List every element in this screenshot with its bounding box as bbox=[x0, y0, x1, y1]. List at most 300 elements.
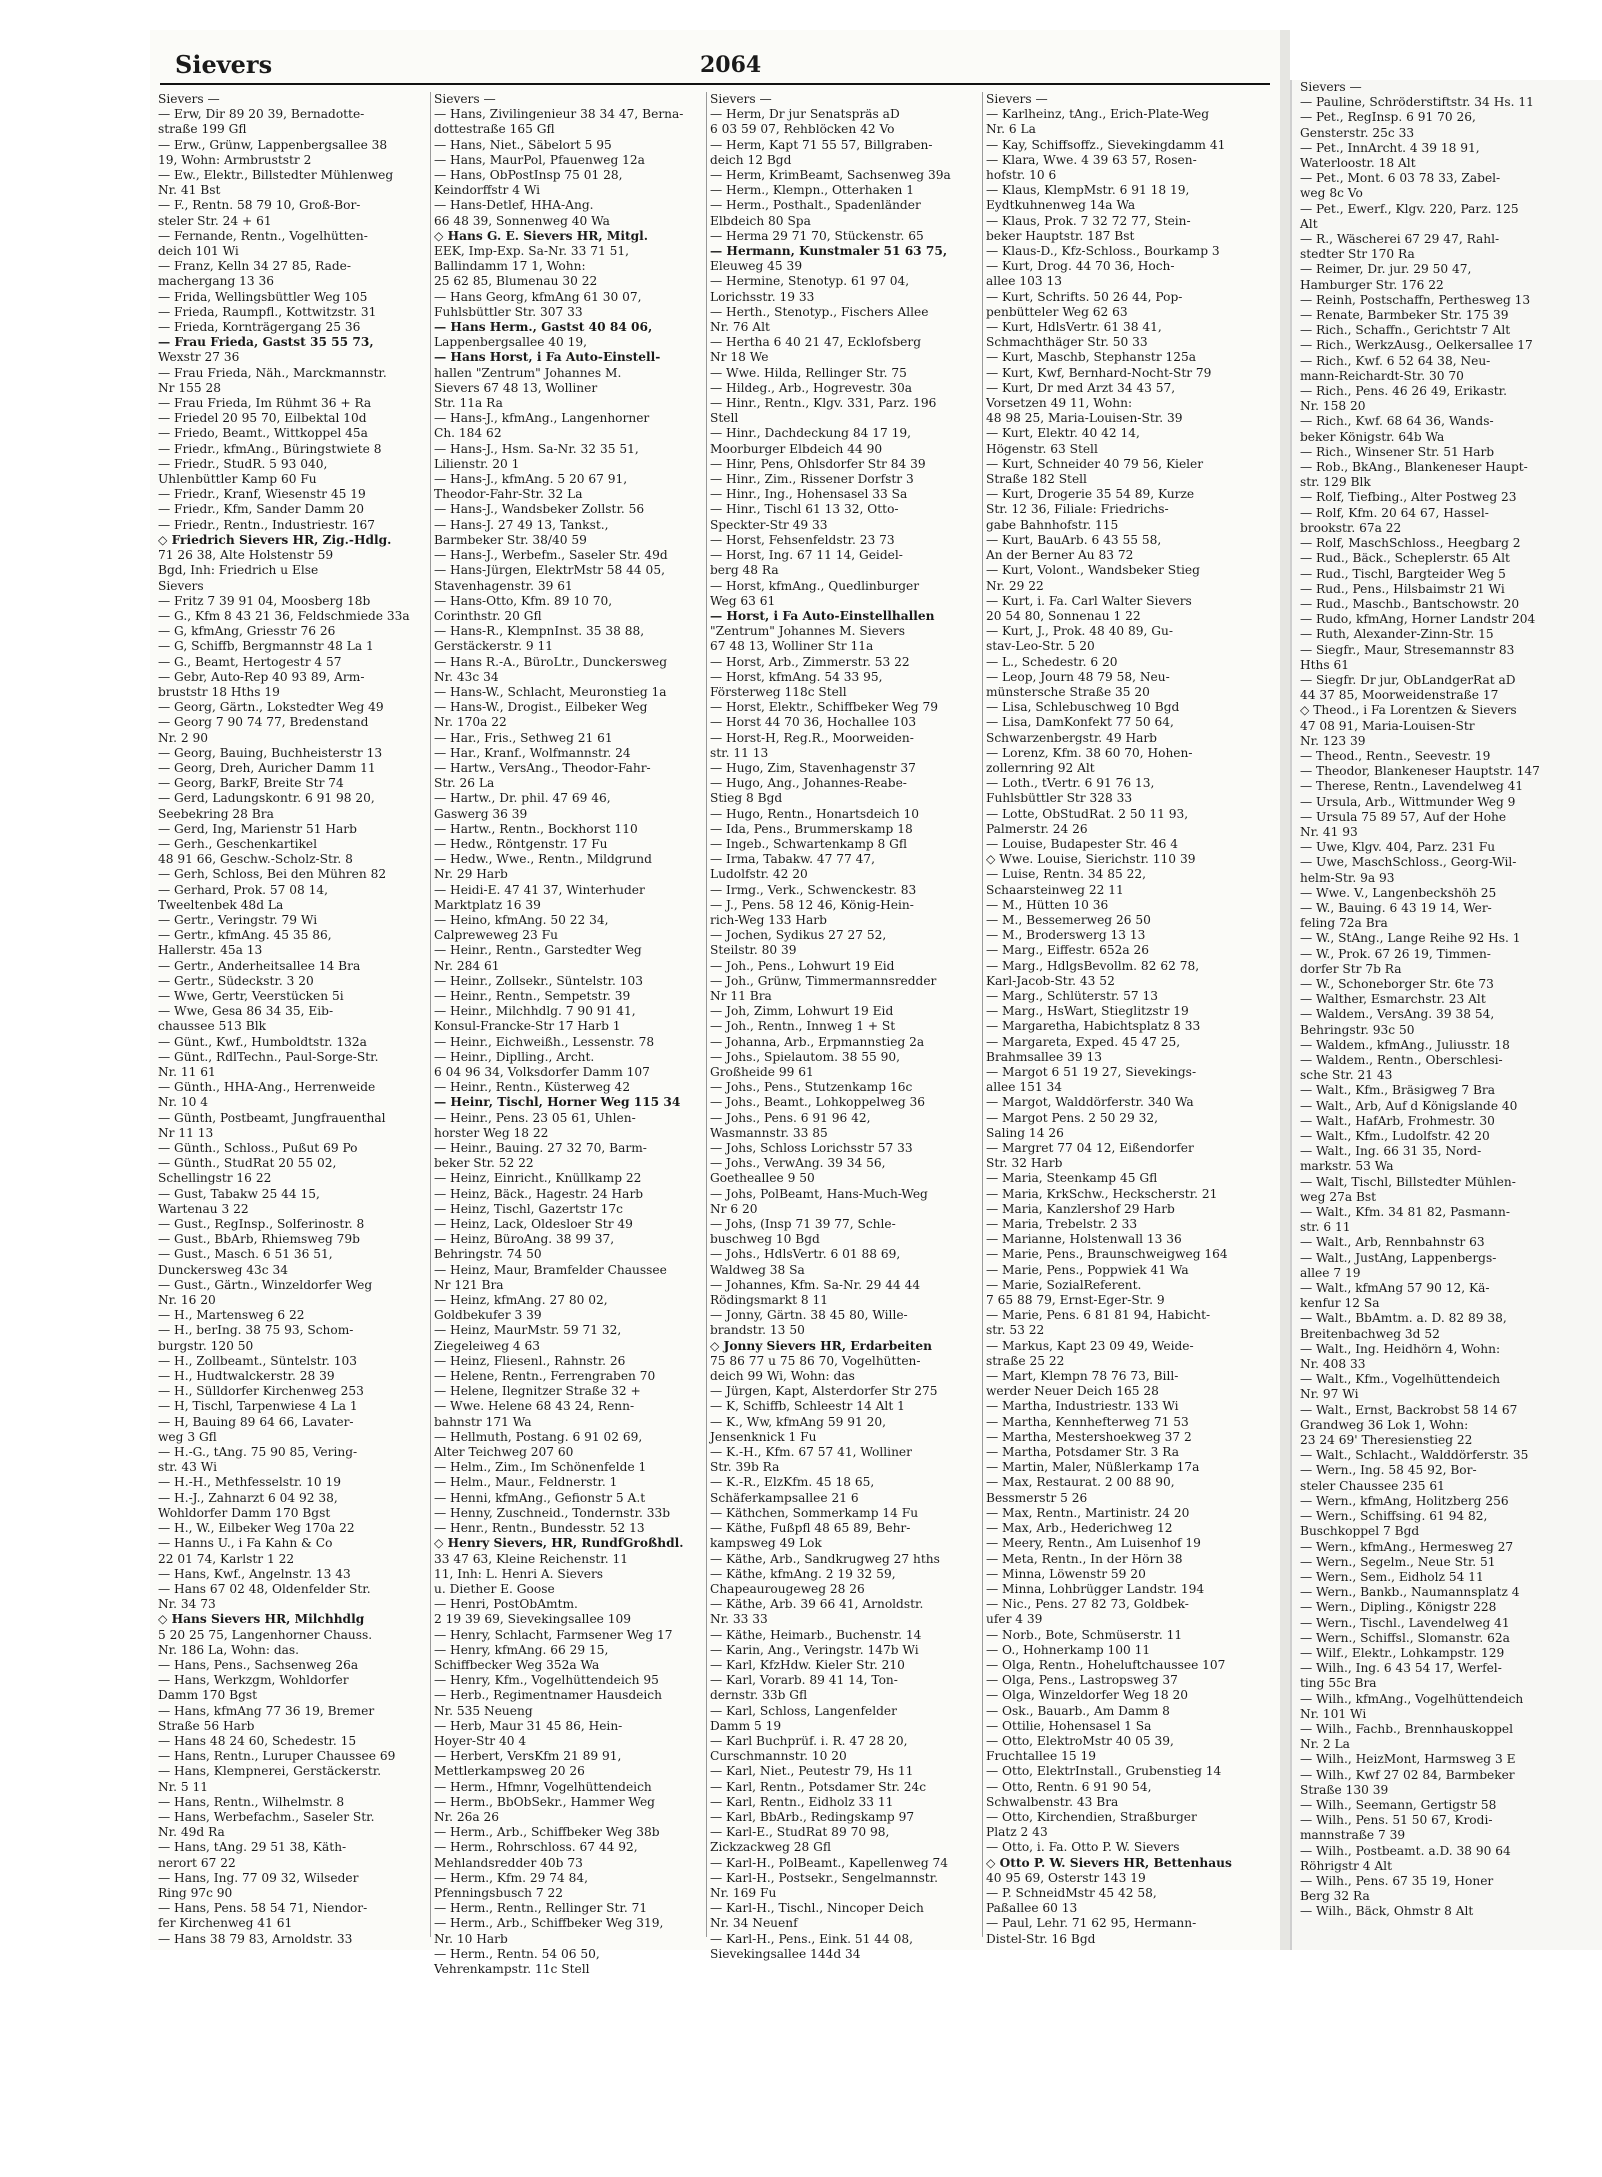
directory-entry-line: — Johannes, Kfm. Sa-Nr. 29 44 44 bbox=[710, 1277, 921, 1292]
directory-entry-line: — Karl-H., Tischl., Nincoper Deich bbox=[710, 1901, 924, 1916]
directory-entry-line: — Henni, kfmAng., Gefionstr 5 A.t bbox=[434, 1490, 646, 1505]
header-rule bbox=[160, 83, 1270, 85]
directory-entry-line: allee 7 19 bbox=[1300, 1265, 1361, 1280]
directory-entry-line: 67 48 13, Wolliner Str 11a bbox=[710, 639, 874, 654]
directory-entry-line: Waterloostr. 18 Alt bbox=[1300, 156, 1416, 171]
directory-entry-line: — Horst, Elektr., Schiffbeker Weg 79 bbox=[710, 700, 938, 715]
directory-entry-line: An der Berner Au 83 72 bbox=[986, 548, 1134, 563]
directory-entry-line: — Gerh, Schloss, Bei den Mühren 82 bbox=[158, 867, 387, 882]
directory-entry-line: Buschkoppel 7 Bgd bbox=[1300, 1524, 1420, 1539]
directory-entry-line: — Kay, Schiffsoffz., Sievekingdamm 41 bbox=[986, 137, 1226, 152]
directory-entry-line: — Heinr., Bauing. 27 32 70, Barm- bbox=[434, 1141, 647, 1156]
directory-entry-line: Mettlerkampsweg 20 26 bbox=[434, 1764, 585, 1779]
directory-entry-line: — M., Bessemerweg 26 50 bbox=[986, 912, 1151, 927]
directory-entry-line: — Karl-H., PolBeamt., Kapellenweg 74 bbox=[710, 1855, 949, 1870]
directory-entry-line: — Gust., BbArb, Rhiemsweg 79b bbox=[158, 1232, 360, 1247]
directory-entry-line: ting 55c Bra bbox=[1300, 1676, 1377, 1691]
directory-entry-line: — Heidi-E. 47 41 37, Winterhuder bbox=[434, 882, 645, 897]
directory-entry-line: — Wilh., Bäck, Ohmstr 8 Alt bbox=[1300, 1904, 1474, 1919]
directory-entry-line: — Kurt, Schrifts. 50 26 44, Pop- bbox=[986, 289, 1183, 304]
directory-entry-line: str. 11 13 bbox=[710, 745, 769, 760]
directory-entry-line: — Wern., Schiffsl., Slomanstr. 62a bbox=[1300, 1630, 1510, 1645]
directory-entry-line: — Walt., kfmAng 57 90 12, Kä- bbox=[1300, 1281, 1490, 1296]
directory-entry-line: Försterweg 118c Stell bbox=[710, 684, 847, 699]
directory-entry-line: Sievekingsallee 144d 34 bbox=[710, 1946, 861, 1961]
directory-entry-line: bruststr 18 Hths 19 bbox=[158, 684, 280, 699]
page-number: 2064 bbox=[700, 52, 762, 78]
directory-entry-line: Str. 32 Harb bbox=[986, 1156, 1063, 1171]
directory-entry-line: — Käthe, Arb. 39 66 41, Arnoldstr. bbox=[710, 1597, 924, 1612]
directory-entry-line: — H, Tischl, Tarpenwiese 4 La 1 bbox=[158, 1399, 358, 1414]
directory-entry-line: Hoyer-Str 40 4 bbox=[434, 1733, 527, 1748]
directory-entry-line: — Johs., Pens., Stutzenkamp 16c bbox=[710, 1080, 913, 1095]
directory-entry-line: dottestraße 165 Gfl bbox=[434, 122, 555, 137]
directory-entry-line: — H., Martensweg 6 22 bbox=[158, 1308, 305, 1323]
directory-entry-line: — Gertr., kfmAng. 45 35 86, bbox=[158, 928, 332, 943]
directory-entry-line: Nr 121 Bra bbox=[434, 1277, 504, 1292]
directory-entry-line: — Minna, Lohbrügger Landstr. 194 bbox=[986, 1581, 1205, 1596]
directory-entry-line: — Rich., WerkzAusg., Oelkersallee 17 bbox=[1300, 338, 1533, 353]
directory-entry-line: 6 04 96 34, Volksdorfer Damm 107 bbox=[434, 1065, 650, 1079]
directory-entry-line: — Hermine, Stenotyp. 61 97 04, bbox=[710, 274, 910, 289]
directory-entry-line: — Hartw., Rentn., Bockhorst 110 bbox=[434, 821, 638, 836]
directory-entry-line: Eleuweg 45 39 bbox=[710, 259, 803, 274]
directory-entry-line: werder Neuer Deich 165 28 bbox=[986, 1384, 1159, 1399]
directory-entry-line: — Jonny, Gärtn. 38 45 80, Wille- bbox=[710, 1308, 908, 1323]
directory-entry-line: Großheide 99 61 bbox=[710, 1065, 814, 1079]
directory-entry-line: — Karl, BbArb., Redingskamp 97 bbox=[710, 1809, 915, 1824]
directory-entry-line: — Herm, KrimBeamt, Sachsenweg 39a bbox=[710, 168, 951, 183]
directory-entry-line: — Rolf, MaschSchloss., Heegbarg 2 bbox=[1300, 536, 1521, 551]
directory-entry-line: — Johs., VerwAng. 39 34 56, bbox=[710, 1156, 886, 1171]
directory-entry-line: — Otto, Kirchendien, Straßburger bbox=[986, 1809, 1197, 1824]
directory-entry-line: — Kurt, Schneider 40 79 56, Kieler bbox=[986, 456, 1204, 471]
directory-entry-line: Uhlenbüttler Kamp 60 Fu bbox=[158, 472, 317, 487]
directory-entry-line: — Hans Georg, kfmAng 61 30 07, bbox=[434, 289, 642, 304]
directory-entry-line: — Hans-J., kfmAng., Langenhorner bbox=[434, 411, 650, 426]
directory-entry-line: — Otto, ElektroMstr 40 05 39, bbox=[986, 1733, 1174, 1748]
directory-entry-line: — K., Ww, kfmAng 59 91 20, bbox=[710, 1414, 886, 1429]
directory-entry-line: Wasmannstr. 33 85 bbox=[710, 1125, 828, 1140]
directory-entry-line: 75 86 77 u 75 86 70, Vogelhütten- bbox=[710, 1353, 921, 1368]
directory-entry-line: — Frida, Wellingsbüttler Weg 105 bbox=[158, 289, 368, 304]
directory-entry-line: 11, Inh: L. Henri A. Sievers bbox=[434, 1566, 604, 1581]
directory-entry-line: Nr. 76 Alt bbox=[710, 320, 770, 335]
directory-entry-line: — Horst, i Fa Auto-Einstellhallen bbox=[710, 608, 935, 623]
directory-entry-line: — Hanns U., i Fa Kahn & Co bbox=[158, 1536, 333, 1551]
directory-entry-line: — Hans 48 24 60, Schedestr. 15 bbox=[158, 1733, 357, 1748]
directory-entry-line: — Frieda, Kornträgergang 25 36 bbox=[158, 320, 361, 335]
directory-entry-line: — Kurt, Volont., Wandsbeker Stieg bbox=[986, 563, 1200, 578]
directory-entry-line: — Gertr., Veringstr. 79 Wi bbox=[158, 912, 318, 927]
directory-entry-line: — Uwe, MaschSchloss., Georg-Wil- bbox=[1300, 855, 1517, 870]
directory-entry-line: — Gust., Masch. 6 51 36 51, bbox=[158, 1247, 333, 1262]
directory-entry-line: Vehrenkampstr. 11c Stell bbox=[434, 1961, 590, 1976]
directory-entry-line: Lorichsstr. 19 33 bbox=[710, 289, 815, 304]
directory-entry-line: — Pet., InnArcht. 4 39 18 91, bbox=[1300, 140, 1480, 155]
directory-entry-line: zollernring 92 Alt bbox=[986, 760, 1095, 775]
directory-entry-line: — Henry, Kfm., Vogelhüttendeich 95 bbox=[434, 1673, 659, 1688]
directory-entry-line: Nr. 43c 34 bbox=[434, 669, 499, 684]
directory-entry-line: 5 20 25 75, Langenhorner Chauss. bbox=[158, 1627, 373, 1642]
directory-entry-line: steler Chaussee 235 61 bbox=[1300, 1478, 1445, 1493]
directory-entry-line: ◇ Jonny Sievers HR, Erdarbeiten bbox=[710, 1338, 932, 1353]
directory-entry-line: — Herm., Rentn., Rellinger Str. 71 bbox=[434, 1901, 648, 1916]
directory-entry-line: weg 27a Bst bbox=[1300, 1189, 1377, 1204]
directory-entry-line: Palmerstr. 24 26 bbox=[986, 821, 1088, 836]
directory-entry-line: — Lisa, Schlebuschweg 10 Bgd bbox=[986, 700, 1180, 715]
directory-entry-line: — Hans-W., Schlacht, Meuronstieg 1a bbox=[434, 684, 667, 699]
directory-entry-line: — Rolf, Tiefbing., Alter Postweg 23 bbox=[1300, 490, 1517, 505]
directory-entry-line: — Irmg., Verk., Schwenckestr. 83 bbox=[710, 882, 917, 897]
directory-entry-line: — Otto, ElektrInstall., Grubenstieg 14 bbox=[986, 1764, 1222, 1779]
directory-entry-line: — Hans Horst, i Fa Auto-Einstell- bbox=[434, 350, 661, 365]
directory-entry-line: Vorsetzen 49 11, Wohn: bbox=[986, 396, 1133, 411]
directory-entry-line: — Max, Rentn., Martinistr. 24 20 bbox=[986, 1505, 1190, 1520]
directory-entry-line: — Gebr, Auto-Rep 40 93 89, Arm- bbox=[158, 669, 365, 684]
directory-entry-line: Sievers — bbox=[1300, 80, 1362, 94]
directory-entry-line: — Margot Pens. 2 50 29 32, bbox=[986, 1110, 1159, 1125]
directory-entry-line: 2 19 39 69, Sievekingsallee 109 bbox=[434, 1612, 632, 1627]
directory-entry-line: — Olga, Pens., Lastropsweg 37 bbox=[986, 1673, 1178, 1688]
directory-entry-line: fer Kirchenweg 41 61 bbox=[158, 1916, 293, 1931]
directory-entry-line: — Henry, kfmAng. 66 29 15, bbox=[434, 1642, 609, 1657]
directory-entry-line: dernstr. 33b Gfl bbox=[710, 1688, 808, 1703]
directory-entry-line: — Hans, Zivilingenieur 38 34 47, Berna- bbox=[434, 107, 684, 122]
directory-entry-line: Rödingsmarkt 8 11 bbox=[710, 1293, 829, 1308]
directory-entry-line: — Heinz, Tischl, Gazertstr 17c bbox=[434, 1201, 623, 1216]
directory-entry-line: — W., Bauing. 6 43 19 14, Wer- bbox=[1300, 900, 1492, 915]
directory-entry-line: — Wern., Segelm., Neue Str. 51 bbox=[1300, 1554, 1496, 1569]
directory-entry-line: — Frau Frieda, Im Rühmt 36 + Ra bbox=[158, 396, 372, 411]
directory-entry-line: — Wilh., Fachb., Brennhauskoppel bbox=[1300, 1721, 1513, 1736]
directory-entry-line: — Johanna, Arb., Erpmannstieg 2a bbox=[710, 1034, 925, 1049]
directory-entry-line: Breitenbachweg 3d 52 bbox=[1300, 1326, 1440, 1341]
directory-entry-line: — Hartw., VersAng., Theodor-Fahr- bbox=[434, 760, 651, 775]
directory-entry-line: — Hugo, Zim, Stavenhagenstr 37 bbox=[710, 760, 916, 775]
directory-entry-line: str. 6 11 bbox=[1300, 1220, 1351, 1235]
directory-entry-line: — Wern., kfmAng, Holitzberg 256 bbox=[1300, 1493, 1509, 1508]
directory-entry-line: — Lisa, DamKonfekt 77 50 64, bbox=[986, 715, 1174, 730]
directory-entry-line: — Johs., Beamt., Lohkoppelweg 36 bbox=[710, 1095, 926, 1110]
directory-entry-line: 71 26 38, Alte Holstenstr 59 bbox=[158, 548, 334, 563]
directory-entry-line: Moorburger Elbdeich 44 90 bbox=[710, 441, 883, 456]
directory-entry-line: — Walt., BbAmtm. a. D. 82 89 38, bbox=[1300, 1311, 1507, 1326]
directory-entry-line: — Karl Buchprüf. i. R. 47 28 20, bbox=[710, 1733, 908, 1748]
directory-entry-line: Nr 11 Bra bbox=[710, 988, 772, 1003]
directory-entry-line: — Margot, Walddörferstr. 340 Wa bbox=[986, 1095, 1194, 1110]
directory-entry-line: allee 151 34 bbox=[986, 1080, 1063, 1095]
directory-entry-line: — Waldem., VersAng. 39 38 54, bbox=[1300, 1007, 1495, 1022]
directory-entry-line: — Karl, Rentn., Potsdamer Str. 24c bbox=[710, 1779, 927, 1794]
directory-entry-line: Grandweg 36 Lok 1, Wohn: bbox=[1300, 1417, 1469, 1432]
directory-entry-line: — Marie, SozialReferent. bbox=[986, 1277, 1142, 1292]
directory-entry-line: — Georg, Dreh, Auricher Damm 11 bbox=[158, 760, 376, 775]
directory-entry-line: — H., berIng. 38 75 93, Schom- bbox=[158, 1323, 354, 1338]
directory-entry-line: — Herm., Klempn., Otterhaken 1 bbox=[710, 183, 914, 198]
directory-entry-line: — Walt., HafArb, Frohmestr. 30 bbox=[1300, 1113, 1495, 1128]
directory-entry-line: — Hedw., Wwe., Rentn., Mildgrund bbox=[434, 852, 652, 867]
directory-entry-line: 48 98 25, Maria-Louisen-Str. 39 bbox=[986, 411, 1183, 426]
directory-entry-line: Stieg 8 Bgd bbox=[710, 791, 783, 806]
directory-entry-line: Wartenau 3 22 bbox=[158, 1201, 249, 1216]
directory-entry-line: — Kurt, BauArb. 6 43 55 58, bbox=[986, 532, 1162, 547]
directory-entry-line: — Henr., Rentn., Bundesstr. 52 13 bbox=[434, 1521, 645, 1536]
directory-entry-line: — Käthe, Fußpfl 48 65 89, Behr- bbox=[710, 1521, 911, 1536]
directory-entry-line: — Rudo, kfmAng, Horner Landstr 204 bbox=[1300, 612, 1536, 627]
directory-entry-line: — Hans-W., Drogist., Eilbeker Weg bbox=[434, 700, 648, 715]
directory-entry-line: Schwalbenstr. 43 Bra bbox=[986, 1794, 1119, 1809]
directory-entry-line: — Heinr., Eichweißh., Lessenstr. 78 bbox=[434, 1034, 655, 1049]
directory-entry-line: — Rolf, Kfm. 20 64 67, Hassel- bbox=[1300, 505, 1489, 520]
directory-entry-line: — Heinz, Fliesenl., Rahnstr. 26 bbox=[434, 1353, 626, 1368]
directory-entry-line: Sievers bbox=[158, 578, 204, 593]
facing-page bbox=[1290, 80, 1602, 1950]
directory-entry-line: — Walt., Arb, Rennbahnstr 63 bbox=[1300, 1235, 1485, 1250]
directory-entry-line: — Rud., Pens., Hilsbaimstr 21 Wi bbox=[1300, 581, 1505, 596]
directory-entry-line: Straße 130 39 bbox=[1300, 1782, 1389, 1797]
directory-entry-line: — Hellmuth, Postang. 6 91 02 69, bbox=[434, 1429, 643, 1444]
directory-entry-line: — Maria, Trebelstr. 2 33 bbox=[986, 1217, 1138, 1232]
directory-entry-line: 19, Wohn: Armbruststr 2 bbox=[158, 152, 312, 167]
directory-column-2 bbox=[434, 92, 702, 1976]
directory-entry-line: Seebekring 28 Bra bbox=[158, 806, 274, 821]
directory-entry-line: brookstr. 67a 22 bbox=[1300, 520, 1402, 535]
directory-entry-line: — Kurt, Maschb, Stephanstr 125a bbox=[986, 350, 1197, 365]
directory-entry-line: feling 72a Bra bbox=[1300, 916, 1388, 931]
directory-entry-line: Platz 2 43 bbox=[986, 1825, 1048, 1840]
directory-entry-line: Straße 56 Harb bbox=[158, 1718, 255, 1733]
directory-entry-line: — Pauline, Schröderstiftstr. 34 Hs. 11 bbox=[1300, 95, 1534, 110]
directory-entry-line: weg 3 Gfl bbox=[158, 1429, 217, 1444]
directory-entry-line: — Therese, Rentn., Lavendelweg 41 bbox=[1300, 779, 1524, 794]
directory-entry-line: — Hertha 6 40 21 47, Ecklofsberg bbox=[710, 335, 922, 350]
directory-entry-line: — Wwe, Gertr, Veerstücken 5i bbox=[158, 988, 344, 1003]
directory-entry-line: — Rud., Tischl, Bargteider Weg 5 bbox=[1300, 566, 1506, 581]
directory-entry-line: — Georg, Bauing, Buchheisterstr 13 bbox=[158, 745, 383, 760]
directory-entry-line: — Osk., Bauarb., Am Damm 8 bbox=[986, 1703, 1170, 1718]
directory-entry-line: markstr. 53 Wa bbox=[1300, 1159, 1394, 1174]
directory-entry-line: — Herm., Kfm. 29 74 84, bbox=[434, 1870, 588, 1885]
directory-entry-line: Mehlandsredder 40b 73 bbox=[434, 1855, 583, 1870]
directory-entry-line: Wexstr 27 36 bbox=[158, 350, 240, 365]
directory-entry-line: Distel-Str. 16 Bgd bbox=[986, 1931, 1096, 1946]
directory-entry-line: — Günt., Kwf., Humboldtstr. 132a bbox=[158, 1034, 367, 1049]
directory-entry-line: — Herma 29 71 70, Stückenstr. 65 bbox=[710, 228, 924, 243]
directory-entry-line: str. 129 Blk bbox=[1300, 475, 1371, 490]
directory-entry-line: Alt bbox=[1300, 216, 1318, 231]
directory-entry-line: — Herm, Kapt 71 55 57, Billgraben- bbox=[710, 137, 933, 152]
directory-entry-line: Schaarsteinweg 22 11 bbox=[986, 882, 1124, 897]
directory-entry-line: kenfur 12 Sa bbox=[1300, 1296, 1380, 1311]
directory-entry-line: — Theod., Rentn., Seevestr. 19 bbox=[1300, 748, 1491, 763]
directory-entry-line: Schellingstr 16 22 bbox=[158, 1171, 272, 1186]
directory-entry-line: — Hans-J., Wandsbeker Zollstr. 56 bbox=[434, 502, 645, 517]
directory-entry-line: — Friedel 20 95 70, Eilbektal 10d bbox=[158, 411, 367, 426]
directory-entry-line: 23 24 69' Theresienstieg 22 bbox=[1300, 1433, 1473, 1448]
directory-entry-line: — Joh, Zimm, Lohwurt 19 Eid bbox=[710, 1004, 894, 1019]
directory-entry-line: münstersche Straße 35 20 bbox=[986, 684, 1150, 699]
directory-entry-line: — Frau Frieda, Näh., Marckmannstr. bbox=[158, 365, 387, 380]
directory-entry-line: Nr 6 20 bbox=[710, 1201, 758, 1216]
directory-entry-line: hofstr. 10 6 bbox=[986, 168, 1057, 183]
directory-entry-line: Behringstr. 93c 50 bbox=[1300, 1022, 1415, 1037]
directory-entry-line: beker Königstr. 64b Wa bbox=[1300, 429, 1445, 444]
directory-entry-line: — G., Kfm 8 43 21 36, Feldschmiede 33a bbox=[158, 608, 410, 623]
directory-entry-line: — Olga, Winzeldorfer Weg 18 20 bbox=[986, 1688, 1189, 1703]
directory-entry-line: — H., Hudtwalckerstr. 28 39 bbox=[158, 1369, 335, 1384]
directory-entry-line: — Walt., Schlacht., Walddörferstr. 35 bbox=[1300, 1448, 1529, 1463]
directory-entry-line: — Heinr., Zollsekr., Süntelstr. 103 bbox=[434, 973, 644, 988]
directory-entry-line: horster Weg 18 22 bbox=[434, 1125, 549, 1140]
directory-entry-line: ◇ Wwe. Louise, Sierichstr. 110 39 bbox=[986, 852, 1196, 867]
directory-entry-line: — Rich., Pens. 46 26 49, Erikastr. bbox=[1300, 384, 1507, 399]
directory-entry-line: Nr. 169 Fu bbox=[710, 1885, 777, 1900]
directory-entry-line: — Hans-Jürgen, ElektrMstr 58 44 05, bbox=[434, 563, 665, 578]
directory-entry-line: Nr. 186 La, Wohn: das. bbox=[158, 1642, 300, 1657]
directory-entry-line: Nr. 2 La bbox=[1300, 1737, 1350, 1752]
directory-entry-line: — Wilh., HeizMont, Harmsweg 3 E bbox=[1300, 1752, 1516, 1767]
directory-entry-line: — Waldem., kfmAng., Juliusstr. 18 bbox=[1300, 1037, 1510, 1052]
directory-entry-line: — Heinr., Milchhdlg. 7 90 91 41, bbox=[434, 1004, 636, 1019]
directory-entry-line: — Hans Herm., Gastst 40 84 06, bbox=[434, 320, 653, 335]
directory-entry-line: — Hinr., Tischl 61 13 32, Otto- bbox=[710, 502, 899, 517]
directory-entry-line: — Pet., RegInsp. 6 91 70 26, bbox=[1300, 110, 1476, 125]
directory-entry-line: Str. 26 La bbox=[434, 776, 495, 791]
directory-entry-line: — Horst 44 70 36, Hochallee 103 bbox=[710, 715, 917, 730]
directory-entry-line: — Ursula, Arb., Wittmunder Weg 9 bbox=[1300, 794, 1516, 809]
directory-entry-line: — Margareta, Exped. 45 47 25, bbox=[986, 1034, 1181, 1049]
directory-entry-line: — Heinr., Pens. 23 05 61, Uhlen- bbox=[434, 1110, 636, 1125]
directory-entry-line: — Hedw., Röntgenstr. 17 Fu bbox=[434, 836, 608, 851]
directory-entry-line: — Har., Fris., Sethweg 21 61 bbox=[434, 730, 613, 745]
directory-entry-line: Bgd, Inh: Friedrich u Else bbox=[158, 563, 319, 578]
directory-entry-line: — Nic., Pens. 27 82 73, Goldbek- bbox=[986, 1597, 1189, 1612]
directory-entry-line: — Wilh., kfmAng., Vogelhüttendeich bbox=[1300, 1691, 1524, 1706]
directory-entry-line: — Kurt, i. Fa. Carl Walter Sievers bbox=[986, 593, 1192, 608]
directory-entry-line: Sievers — bbox=[434, 92, 496, 106]
directory-entry-line: Gerstäckerstr. 9 11 bbox=[434, 639, 553, 654]
directory-entry-line: 22 01 74, Karlstr 1 22 bbox=[158, 1551, 295, 1566]
directory-entry-line: Corinthstr. 20 Gfl bbox=[434, 608, 542, 623]
directory-entry-line: — Walt., Kfm., Bräsigweg 7 Bra bbox=[1300, 1083, 1496, 1098]
directory-entry-line: Nr. 49d Ra bbox=[158, 1825, 225, 1840]
directory-entry-line: Keindorffstr 4 Wi bbox=[434, 183, 541, 198]
directory-entry-line: — Hinr, Pens, Ohlsdorfer Str 84 39 bbox=[710, 456, 926, 471]
directory-entry-line: 7 65 88 79, Ernst-Eger-Str. 9 bbox=[986, 1293, 1165, 1308]
directory-entry-line: — Friedr., Kfm, Sander Damm 20 bbox=[158, 502, 364, 517]
directory-entry-line: — Johs, (Insp 71 39 77, Schle- bbox=[710, 1217, 896, 1232]
directory-entry-line: — Friedr., Kranf, Wiesenstr 45 19 bbox=[158, 487, 366, 502]
directory-entry-line: — Herm, Dr jur Senatspräs aD bbox=[710, 107, 900, 122]
directory-entry-line: — Hinr., Zim., Rissener Dorfstr 3 bbox=[710, 472, 914, 487]
directory-entry-line: — Gust., Gärtn., Winzeldorfer Weg bbox=[158, 1277, 373, 1292]
directory-entry-line: — Heinz, Bäck., Hagestr. 24 Harb bbox=[434, 1186, 644, 1201]
directory-entry-line: — Heinz, MaurMstr. 59 71 32, bbox=[434, 1323, 622, 1338]
directory-entry-line: Bessmerstr 5 26 bbox=[986, 1490, 1088, 1505]
directory-entry-line: — Gerhard, Prok. 57 08 14, bbox=[158, 882, 328, 897]
directory-entry-line: — Hans, tAng. 29 51 38, Käth- bbox=[158, 1840, 347, 1855]
directory-entry-line: — Henri, PostObAmtm. bbox=[434, 1597, 578, 1612]
directory-entry-line: — Maria, Steenkamp 45 Gfl bbox=[986, 1171, 1158, 1186]
directory-entry-line: — Helm., Zim., Im Schönenfelde 1 bbox=[434, 1460, 647, 1475]
directory-entry-line: — Paul, Lehr. 71 62 95, Hermann- bbox=[986, 1916, 1197, 1931]
directory-entry-line: — Mart, Klempn 78 76 73, Bill- bbox=[986, 1369, 1179, 1384]
directory-entry-line: — Klaus, KlempMstr. 6 91 18 19, bbox=[986, 183, 1190, 198]
directory-entry-line: Calpreweweg 23 Fu bbox=[434, 928, 558, 943]
directory-entry-line: Alter Teichweg 207 60 bbox=[434, 1445, 574, 1460]
directory-entry-line: — G, kfmAng, Griesstr 76 26 bbox=[158, 624, 336, 639]
directory-entry-line: — Gust, Tabakw 25 44 15, bbox=[158, 1186, 320, 1201]
directory-entry-line: — Kurt, Kwf, Bernhard-Nocht-Str 79 bbox=[986, 365, 1212, 380]
directory-entry-line: — Max, Arb., Hederichweg 12 bbox=[986, 1521, 1173, 1536]
directory-entry-line: Waldweg 38 Sa bbox=[710, 1262, 805, 1277]
directory-entry-line: Schäferkampsallee 21 6 bbox=[710, 1490, 859, 1505]
directory-entry-line: — Karl-E., StudRat 89 70 98, bbox=[710, 1825, 890, 1840]
directory-entry-line: str. 53 22 bbox=[986, 1323, 1045, 1338]
directory-entry-line: Nr. 123 39 bbox=[1300, 733, 1366, 748]
directory-entry-line: Goetheallee 9 50 bbox=[710, 1171, 815, 1186]
directory-entry-line: Goldbekufer 3 39 bbox=[434, 1308, 542, 1323]
directory-entry-line: Nr. 170a 22 bbox=[434, 715, 507, 730]
directory-entry-line: — Ruth, Alexander-Zinn-Str. 15 bbox=[1300, 627, 1494, 642]
directory-entry-line: — O., Hohnerkamp 100 11 bbox=[986, 1642, 1151, 1657]
directory-entry-line: deich 101 Wi bbox=[158, 244, 239, 259]
directory-entry-line: brandstr. 13 50 bbox=[710, 1323, 805, 1338]
directory-entry-line: — W., Schoneborger Str. 6te 73 bbox=[1300, 976, 1494, 991]
directory-entry-line: Schiffbecker Weg 352a Wa bbox=[434, 1657, 600, 1672]
directory-entry-line: Nr 11 13 bbox=[158, 1125, 214, 1140]
directory-entry-line: — Gust., RegInsp., Solferinostr. 8 bbox=[158, 1217, 365, 1232]
directory-entry-line: ufer 4 39 bbox=[986, 1612, 1043, 1627]
directory-entry-line: — Walt., Arb, Auf d Königslande 40 bbox=[1300, 1098, 1518, 1113]
directory-entry-line: — Hartw., Dr. phil. 47 69 46, bbox=[434, 791, 611, 806]
directory-entry-line: — Renate, Barmbeker Str. 175 39 bbox=[1300, 308, 1509, 323]
directory-entry-line: — Joh., Pens., Lohwurt 19 Eid bbox=[710, 958, 895, 973]
directory-entry-line: — Günt., RdlTechn., Paul-Sorge-Str. bbox=[158, 1049, 379, 1064]
directory-entry-line: — Kurt, Drogerie 35 54 89, Kurze bbox=[986, 487, 1195, 502]
directory-entry-line: Str. 12 36, Filiale: Friedrichs- bbox=[986, 502, 1169, 517]
directory-entry-line: bahnstr 171 Wa bbox=[434, 1414, 532, 1429]
directory-entry-line: 44 37 85, Moorweidenstraße 17 bbox=[1300, 688, 1499, 703]
directory-entry-line: — Günth., StudRat 20 55 02, bbox=[158, 1156, 337, 1171]
directory-entry-line: — Herm., BbObSekr., Hammer Weg bbox=[434, 1794, 655, 1809]
directory-entry-line: — Norb., Bote, Schmüserstr. 11 bbox=[986, 1627, 1183, 1642]
directory-entry-line: — Wern., Schiffsing. 61 94 82, bbox=[1300, 1509, 1488, 1524]
directory-entry-line: — Georg, BarkF, Breite Str 74 bbox=[158, 776, 344, 791]
directory-entry-line: — Hugo, Rentn., Honartsdeich 10 bbox=[710, 806, 920, 821]
directory-entry-line: — Horst-H, Reg.R., Moorweiden- bbox=[710, 730, 914, 745]
directory-entry-line: mannstraße 7 39 bbox=[1300, 1828, 1406, 1843]
directory-entry-line: ◇ Hans G. E. Sievers HR, Mitgl. bbox=[434, 228, 649, 243]
directory-entry-line: — Wilh., Ing. 6 43 54 17, Werfel- bbox=[1300, 1661, 1502, 1676]
directory-entry-line: — Hans-J., Werbefm., Saseler Str. 49d bbox=[434, 548, 668, 563]
directory-entry-line: — Herm., Arb., Schiffbeker Weg 38b bbox=[434, 1825, 660, 1840]
directory-entry-line: Ballindamm 17 1, Wohn: bbox=[434, 259, 586, 274]
directory-entry-line: berg 48 Ra bbox=[710, 563, 779, 578]
directory-entry-line: Nr. 6 La bbox=[986, 122, 1036, 137]
directory-entry-line: Nr. 41 93 bbox=[1300, 824, 1358, 839]
directory-entry-line: — Hinr., Ing., Hohensasel 33 Sa bbox=[710, 487, 908, 502]
directory-entry-line: — J., Pens. 58 12 46, König-Hein- bbox=[710, 897, 914, 912]
directory-entry-line: — Herm., Rentn. 54 06 50, bbox=[434, 1946, 600, 1961]
directory-entry-line: — Günth., Schloss., Pußut 69 Po bbox=[158, 1141, 358, 1156]
directory-entry-line: ◇ Otto P. W. Sievers HR, Bettenhaus bbox=[986, 1855, 1232, 1870]
directory-entry-line: — Louise, Budapester Str. 46 4 bbox=[986, 836, 1179, 851]
directory-entry-line: — Wilh., Postbeamt. a.D. 38 90 64 bbox=[1300, 1843, 1511, 1858]
directory-entry-line: machergang 13 36 bbox=[158, 274, 275, 289]
directory-entry-line: — Wern., Ing. 58 45 92, Bor- bbox=[1300, 1463, 1477, 1478]
